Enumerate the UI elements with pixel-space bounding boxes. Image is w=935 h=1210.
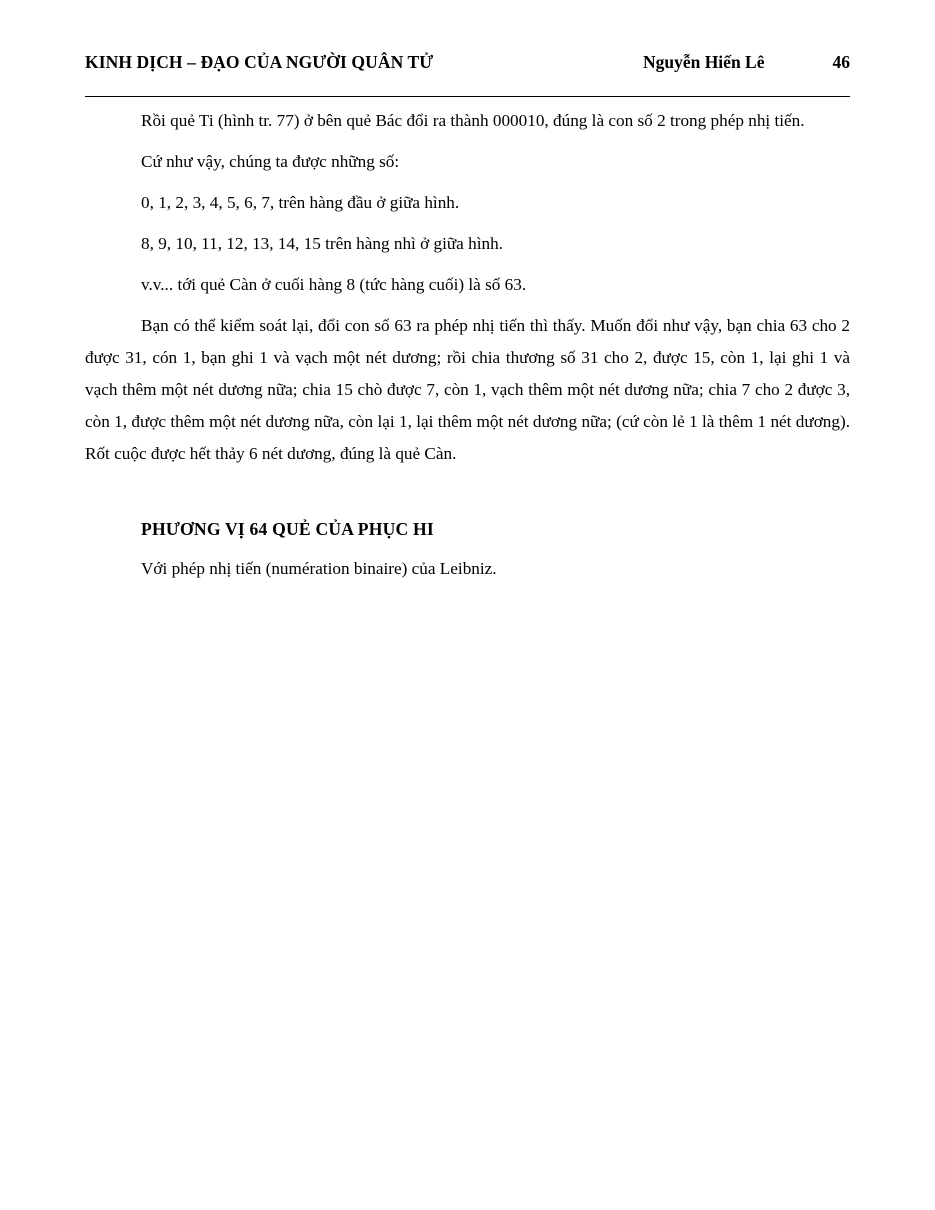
section-note: Với phép nhị tiến (numération binaire) của Leibniz. <box>141 559 497 578</box>
page-body <box>85 105 850 585</box>
spacer <box>85 301 850 310</box>
page-header <box>85 52 850 73</box>
spacer <box>85 260 850 269</box>
header-right-group <box>643 52 850 73</box>
header-page-number: 46 <box>832 52 850 72</box>
header-book-title: KINH DỊCH – ĐẠO CỦA NGƯỜI QUÂN TỬ <box>85 52 434 72</box>
spacer <box>85 492 850 514</box>
spacer <box>85 470 850 492</box>
paragraph-6: Bạn có thể kiểm soát lại, đổi con số 63 ra phép nhị tiến thì thấy. Muốn đổi như vậy, bạn chia 63 cho 2 được 31, cón 1, bạn ghi 1 và vạch một nét dương; rồi chia thương số 31 cho 2, được 15, còn 1, lại ghi 1 và vạch thêm một nét dương nữa; chia 15 chò được 7, còn 1, vạch thêm một nét dương nữa; chia 7 cho 2 được 3, còn 1, được thêm một nét dương nữa, còn lại 1, lại thêm một nét dương nữa; (cứ còn lẻ 1 là thêm 1 nét dương). Rốt cuộc được hết thảy 6 nét dương, đúng là quẻ Càn. <box>85 316 850 463</box>
paragraph-3: 0, 1, 2, 3, 4, 5, 6, 7, trên hàng đầu ở giữa hình. <box>141 193 460 212</box>
paragraph-2: Cứ như vậy, chúng ta được những số: <box>141 152 400 171</box>
spacer <box>85 544 850 553</box>
spacer <box>85 178 850 187</box>
paragraph-1: Rồi quẻ Ti (hình tr. 77) ở bên quẻ Bác đổi ra thành 000010, đúng là con số 2 trong phép nhị tiến. <box>141 111 805 130</box>
header-divider <box>85 96 850 97</box>
section-heading: PHƯƠNG VỊ 64 QUẺ CỦA PHỤC HI <box>141 519 434 539</box>
header-author: Nguyễn Hiến Lê <box>642 52 765 72</box>
paragraph-4: 8, 9, 10, 11, 12, 13, 14, 15 trên hàng nhì ở giữa hình. <box>141 234 503 253</box>
paragraph-5: v.v... tới quẻ Càn ở cuối hàng 8 (tức hàng cuối) là số 63. <box>141 275 527 294</box>
spacer <box>85 137 850 146</box>
spacer <box>85 219 850 228</box>
